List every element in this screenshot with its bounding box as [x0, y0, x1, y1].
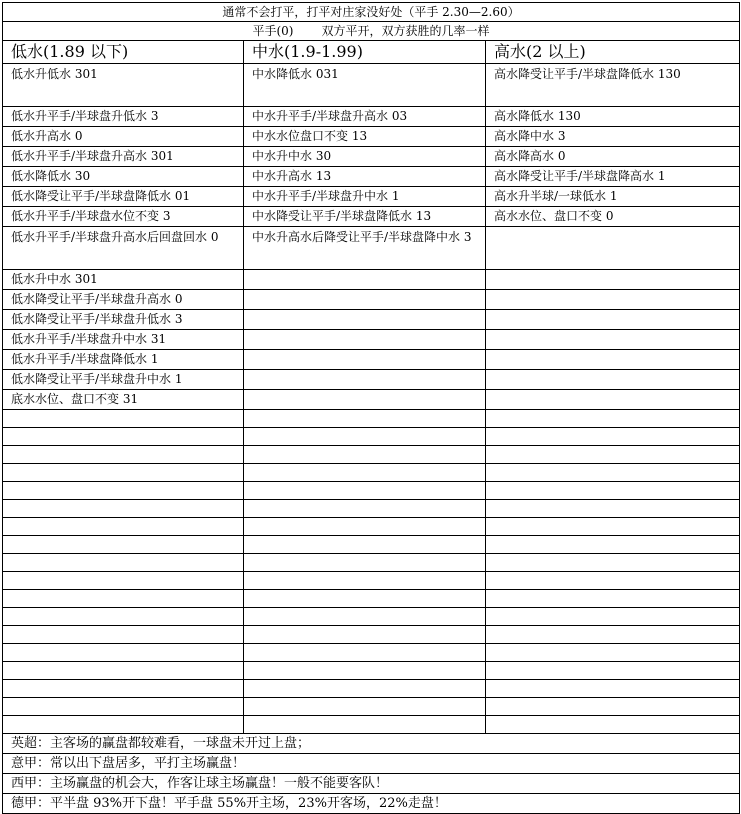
empty-row	[3, 680, 740, 698]
empty-row	[3, 554, 740, 572]
empty-cell	[3, 608, 244, 626]
empty-cell	[486, 482, 740, 500]
empty-row	[3, 644, 740, 662]
empty-row	[3, 482, 740, 500]
table-row	[3, 330, 740, 350]
empty-cell	[244, 698, 486, 716]
empty-row	[3, 536, 740, 554]
empty-cell	[244, 554, 486, 572]
league-note: 英超：主客场的赢盘都较难看，一球盘未开过上盘；	[3, 734, 740, 754]
empty-row	[3, 410, 740, 428]
cell-high	[486, 290, 740, 310]
empty-cell	[3, 644, 244, 662]
empty-cell	[3, 716, 244, 734]
table-row	[3, 227, 740, 270]
empty-cell	[486, 698, 740, 716]
empty-cell	[244, 590, 486, 608]
table-row	[3, 64, 740, 107]
empty-cell	[486, 410, 740, 428]
cell-low: 低水降受让平手/半球盘降低水 01	[3, 187, 244, 207]
empty-cell	[244, 410, 486, 428]
cell-mid: 中水水位盘口不变 13	[244, 127, 486, 147]
empty-row	[3, 518, 740, 536]
table-row	[3, 207, 740, 227]
note-row	[3, 774, 740, 794]
title-row	[3, 3, 740, 22]
cell-mid	[244, 310, 486, 330]
cell-high: 高水降高水 0	[486, 147, 740, 167]
empty-cell	[486, 590, 740, 608]
cell-mid	[244, 290, 486, 310]
empty-cell	[3, 446, 244, 464]
empty-row	[3, 698, 740, 716]
empty-cell	[486, 572, 740, 590]
cell-high	[486, 370, 740, 390]
cell-mid: 中水升高水后降受让平手/半球盘降中水 3	[244, 227, 486, 270]
empty-cell	[244, 644, 486, 662]
empty-cell	[244, 446, 486, 464]
empty-cell	[486, 626, 740, 644]
table-row	[3, 290, 740, 310]
table-row	[3, 310, 740, 330]
table-row	[3, 127, 740, 147]
note-row	[3, 734, 740, 754]
table-row	[3, 167, 740, 187]
cell-high	[486, 350, 740, 370]
cell-mid: 中水降低水 031	[244, 64, 486, 107]
empty-cell	[3, 500, 244, 518]
note-row	[3, 794, 740, 814]
cell-mid: 中水升平手/半球盘升中水 1	[244, 187, 486, 207]
empty-cell	[486, 428, 740, 446]
empty-cell	[3, 464, 244, 482]
subtitle	[3, 22, 740, 41]
empty-cell	[3, 590, 244, 608]
cell-mid: 中水升中水 30	[244, 147, 486, 167]
empty-cell	[244, 518, 486, 536]
empty-cell	[3, 554, 244, 572]
empty-row	[3, 428, 740, 446]
empty-cell	[244, 536, 486, 554]
cell-low: 低水降受让平手/半球盘升高水 0	[3, 290, 244, 310]
table-row	[3, 370, 740, 390]
empty-row	[3, 716, 740, 734]
header-row	[3, 41, 740, 64]
empty-row	[3, 446, 740, 464]
cell-high	[486, 330, 740, 350]
empty-cell	[244, 626, 486, 644]
column-header-high: 高水(2 以上)	[486, 41, 740, 64]
cell-mid	[244, 350, 486, 370]
cell-low: 低水降受让平手/半球盘升中水 1	[3, 370, 244, 390]
empty-cell	[486, 716, 740, 734]
cell-low: 低水升平手/半球盘升高水后回盘回水 0	[3, 227, 244, 270]
empty-cell	[3, 680, 244, 698]
table-row	[3, 187, 740, 207]
empty-row	[3, 590, 740, 608]
cell-high	[486, 310, 740, 330]
table-row	[3, 147, 740, 167]
subtitle-right: 双方平开，双方获胜的几率一样	[321, 24, 490, 38]
cell-high	[486, 390, 740, 410]
empty-cell	[486, 608, 740, 626]
cell-mid	[244, 270, 486, 290]
cell-mid: 中水升高水 13	[244, 167, 486, 187]
cell-low: 低水升平手/半球盘水位不变 3	[3, 207, 244, 227]
cell-low: 低水升平手/半球盘升中水 31	[3, 330, 244, 350]
empty-cell	[3, 698, 244, 716]
cell-low: 低水升中水 301	[3, 270, 244, 290]
empty-row	[3, 572, 740, 590]
empty-row	[3, 464, 740, 482]
table-row	[3, 390, 740, 410]
cell-low: 低水降低水 30	[3, 167, 244, 187]
cell-mid: 中水降受让平手/半球盘降低水 13	[244, 207, 486, 227]
empty-cell	[3, 572, 244, 590]
empty-cell	[486, 518, 740, 536]
empty-cell	[486, 536, 740, 554]
cell-high: 高水降低水 130	[486, 107, 740, 127]
document-title: 通常不会打平，打平对庄家没好处（平手 2.30—2.60）	[3, 3, 740, 22]
cell-high	[486, 227, 740, 270]
empty-cell	[486, 464, 740, 482]
table-row	[3, 350, 740, 370]
cell-high: 高水降受让平手/半球盘降高水 1	[486, 167, 740, 187]
cell-low: 低水升低水 301	[3, 64, 244, 107]
column-header-mid: 中水(1.9-1.99)	[244, 41, 486, 64]
odds-document	[2, 2, 739, 814]
empty-cell	[3, 410, 244, 428]
empty-cell	[244, 482, 486, 500]
cell-high: 高水升半球/一球低水 1	[486, 187, 740, 207]
empty-cell	[486, 500, 740, 518]
table-row	[3, 107, 740, 127]
empty-row	[3, 626, 740, 644]
empty-cell	[244, 680, 486, 698]
empty-cell	[3, 662, 244, 680]
cell-mid	[244, 370, 486, 390]
empty-cell	[3, 518, 244, 536]
subtitle-left: 平手(0)	[252, 24, 294, 38]
league-note: 西甲：主场赢盘的机会大，作客让球主场赢盘！一般不能要客队！	[3, 774, 740, 794]
cell-low: 低水升高水 0	[3, 127, 244, 147]
cell-mid: 中水升平手/半球盘升高水 03	[244, 107, 486, 127]
empty-cell	[244, 572, 486, 590]
cell-low: 低水升平手/半球盘升低水 3	[3, 107, 244, 127]
league-note: 意甲：常以出下盘居多，平打主场赢盘！	[3, 754, 740, 774]
empty-row	[3, 662, 740, 680]
league-note: 德甲：平半盘 93%开下盘！平手盘 55%开主场，23%开客场，22%走盘！	[3, 794, 740, 814]
cell-high: 高水降中水 3	[486, 127, 740, 147]
empty-cell	[3, 482, 244, 500]
empty-cell	[244, 716, 486, 734]
empty-row	[3, 608, 740, 626]
cell-mid	[244, 390, 486, 410]
empty-cell	[244, 464, 486, 482]
cell-low: 底水水位、盘口不变 31	[3, 390, 244, 410]
column-header-low: 低水(1.89 以下)	[3, 41, 244, 64]
cell-high	[486, 270, 740, 290]
empty-row	[3, 500, 740, 518]
empty-cell	[244, 662, 486, 680]
cell-high: 高水降受让平手/半球盘降低水 130	[486, 64, 740, 107]
empty-cell	[486, 680, 740, 698]
empty-cell	[244, 428, 486, 446]
empty-cell	[244, 608, 486, 626]
table-row	[3, 270, 740, 290]
cell-mid	[244, 330, 486, 350]
empty-cell	[3, 428, 244, 446]
cell-low: 低水降受让平手/半球盘升低水 3	[3, 310, 244, 330]
cell-low: 低水升平手/半球盘升高水 301	[3, 147, 244, 167]
note-row	[3, 754, 740, 774]
empty-cell	[486, 554, 740, 572]
empty-cell	[3, 626, 244, 644]
cell-high: 高水水位、盘口不变 0	[486, 207, 740, 227]
empty-cell	[244, 500, 486, 518]
empty-cell	[486, 446, 740, 464]
empty-cell	[486, 662, 740, 680]
empty-cell	[486, 644, 740, 662]
odds-table	[2, 2, 740, 814]
empty-cell	[3, 536, 244, 554]
subtitle-row	[3, 22, 740, 41]
cell-low: 低水升平手/半球盘降低水 1	[3, 350, 244, 370]
